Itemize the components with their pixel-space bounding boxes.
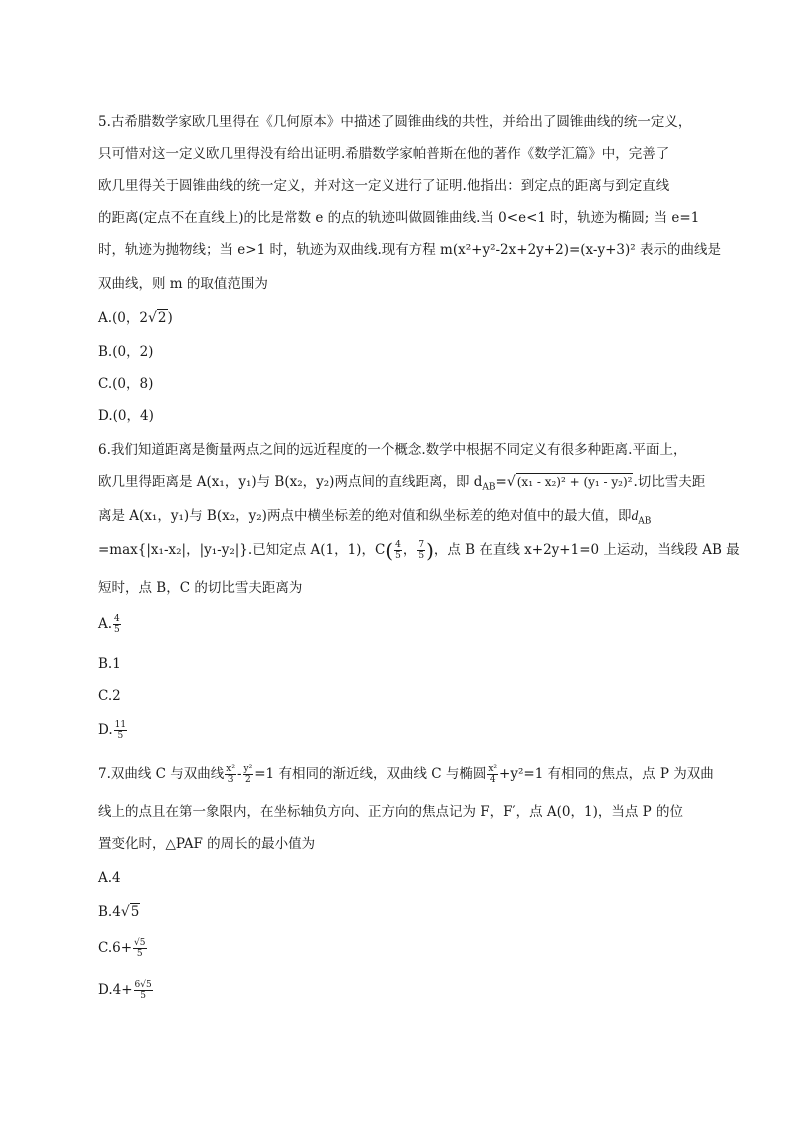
q7-line-1-mid: =1 有相同的渐近线，双曲线 C 与椭圆 (254, 766, 487, 782)
q6-option-c: C.2 (98, 688, 121, 704)
q6-line-4-tail: ，点 B 在直线 x+2y+1=0 上运动，当线段 AB 最 (433, 542, 740, 558)
q7-option-d-prefix: D.4+ (98, 982, 133, 998)
q5-option-a (98, 308, 173, 328)
q7-option-a: A.4 (98, 870, 121, 886)
q5-option-a-suffix: ) (167, 310, 173, 326)
q6-line-4-text: =max{|x₁-x₂|，|y₁-y₂|}.已知定点 A(1，1)，C (98, 542, 386, 558)
q7-minus: - (236, 766, 242, 782)
q5-line-2: 只可惜对这一定义欧几里得没有给出证明.希腊数学家帕普斯在他的著作《数学汇篇》中，完善了 (98, 146, 670, 162)
q5-option-c: C.(0，8) (98, 376, 154, 392)
sqrt-sign: √ (506, 474, 516, 490)
q6-option-a-fraction: $\frac{4}{5}$ (114, 614, 120, 635)
q6-dab-subscript-2: AB (638, 516, 652, 527)
q6-option-b: B.1 (98, 656, 121, 672)
q7-ellipse-x-term: $\frac{\text{x²}}{4}$ (488, 764, 498, 785)
q5-line-4: 的距离(定点不在直线上)的比是常数 e 的点的轨迹叫做圆锥曲线.当 0<e<1 时，轨迹为椭圆; 当 e=1 (98, 210, 700, 226)
q7-option-b (98, 902, 140, 922)
q6-line-2 (98, 472, 705, 498)
q6-option-a-label: A. (98, 616, 113, 632)
q7-line-1-text: 7.双曲线 C 与双曲线 (98, 766, 225, 782)
q6-option-d (98, 720, 128, 741)
q6-line-4 (98, 540, 740, 561)
sqrt-sign: √ (148, 310, 157, 326)
q6-option-d-fraction: $\frac{11}{5}$ (114, 720, 127, 741)
left-paren: ( (385, 538, 394, 563)
q6-line-3-text: 离是 A(x₁，y₁)与 B(x₂，y₂)两点中横坐标差的绝对值和纵坐标差的绝对值中的最大值，即 (98, 508, 632, 524)
q5-line-3: 欧几里得关于圆锥曲线的统一定义，并对这一定义进行了证明.他指出：到定点的距离与到定直线 (98, 178, 670, 194)
q7-hyperbola-x-term: $\frac{\text{x²}}{3}$ (226, 764, 235, 785)
q5-option-a-prefix: A.(0，2 (98, 310, 148, 326)
right-paren: ) (426, 538, 434, 563)
sqrt-sign: √ (120, 904, 130, 920)
q6-line-3 (98, 506, 651, 532)
q7-option-b-radicand: 5 (130, 904, 140, 920)
q6-line-2-text: 欧几里得距离是 A(x₁，y₁)与 B(x₂，y₂)两点间的直线距离，即 d (98, 474, 483, 490)
q5-option-d: D.(0，4) (98, 408, 154, 424)
q7-hyperbola-y-term: $\frac{\text{y²}}{2}$ (243, 764, 253, 785)
q5-option-a-radicand: 2 (157, 310, 167, 326)
q6-option-a (98, 614, 122, 635)
q6-c-separator: ， (402, 542, 417, 558)
q6-line-1: 6.我们知道距离是衡量两点之间的远近程度的一个概念.数学中根据不同定义有很多种距离.平面上， (98, 442, 687, 458)
q5-option-b: B.(0，2) (98, 344, 154, 360)
q7-option-d (98, 980, 154, 1001)
q6-line-5: 短时，点 B，C 的切比雪夫距离为 (98, 580, 303, 596)
q7-option-c (98, 938, 148, 959)
q7-line-1 (98, 764, 714, 785)
q6-line-2-tail: .切比雪夫距 (633, 474, 706, 490)
q5-line-1: 5.古希腊数学家欧几里得在《几何原本》中描述了圆锥曲线的共性，并给出了圆锥曲线的统一定义， (98, 114, 692, 130)
q5-line-6: 双曲线，则 m 的取值范围为 (98, 276, 268, 292)
q7-option-d-fraction: $\frac{6√5}{5}$ (134, 980, 152, 1001)
q7-option-b-prefix: B.4 (98, 904, 121, 920)
q6-c-x-fraction: $\frac{4}{5}$ (395, 540, 401, 561)
q6-c-y-fraction: $\frac{7}{5}$ (418, 540, 425, 561)
q7-option-c-fraction: $\frac{√5}{5}$ (134, 938, 146, 959)
q7-option-c-prefix: C.6+ (98, 940, 133, 956)
q6-dab-subscript: AB (482, 482, 496, 493)
q7-line-1-tail: +y²=1 有相同的焦点，点 P 为双曲 (499, 766, 714, 782)
q6-equals: = (495, 474, 507, 490)
q5-line-5: 时，轨迹为抛物线；当 e>1 时，轨迹为双曲线.现有方程 m(x²+y²-2x+2y+2)=(x-y+3)² 表示的曲线是 (98, 242, 721, 258)
q6-dab: d (631, 508, 639, 523)
q7-line-2: 线上的点且在第一象限内，在坐标轴负方向、正方向的焦点记为 F，F′，点 A(0，1)，当点 P 的位 (98, 804, 684, 820)
q6-option-d-label: D. (98, 722, 113, 738)
q7-line-3: 置变化时，△PAF 的周长的最小值为 (98, 836, 316, 852)
q6-euclid-radicand: (x₁ - x₂)² + (y₁ - y₂)² (516, 475, 633, 489)
